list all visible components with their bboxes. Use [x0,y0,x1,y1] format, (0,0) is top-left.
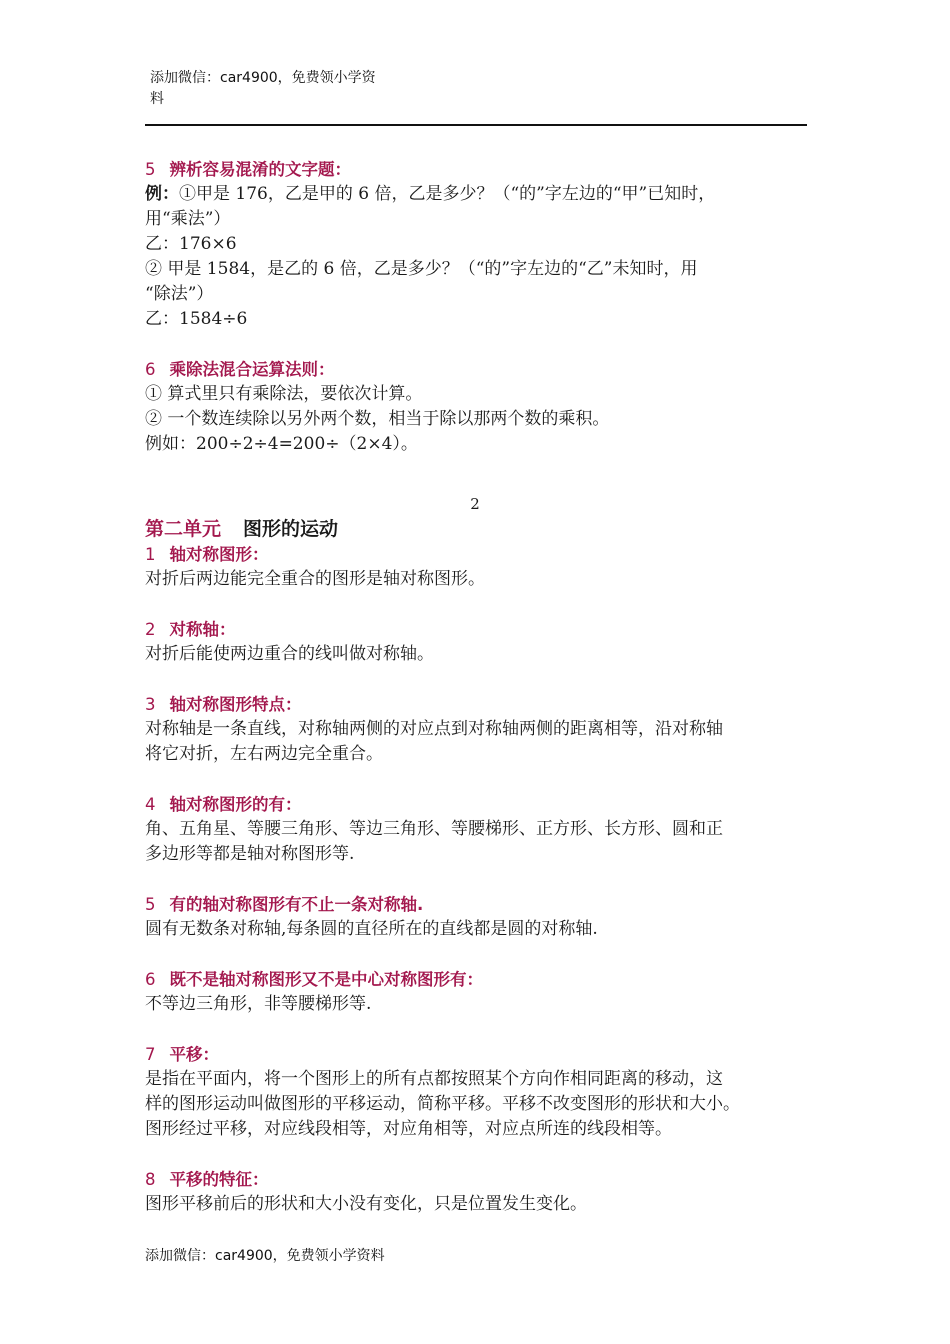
text-line: 对折后能使两边重合的线叫做对称轴。 [145,644,434,664]
section-number: 7 [145,1045,156,1064]
text-line: 不等边三角形，非等腰梯形等. [145,994,372,1014]
answer-line: 乙：176×6 [145,234,237,254]
example-label: 例： [145,184,179,204]
unit-name: 第二单元 [145,518,222,540]
unit-title: 图形的运动 [243,518,339,540]
section-heading [145,542,810,567]
section-heading [145,692,810,717]
text-line: 多边形等都是轴对称图形等. [145,844,355,864]
page-number: 2 [470,495,480,513]
answer-line: 乙：1584÷6 [145,309,248,329]
text-line: 对称轴是一条直线，对称轴两侧的对应点到对称轴两侧的距离相等，沿对称轴 [145,719,723,739]
section-heading [145,617,810,642]
section-title: 轴对称图形： [169,545,269,564]
section-title: 轴对称图形特点： [169,695,302,714]
text-line: 对折后两边能完全重合的图形是轴对称图形。 [145,569,485,589]
text-line: ② 甲是 1584，是乙的 6 倍，乙是多少？（“的”字左边的“乙”未知时，用 [145,259,698,279]
example-line: 例如：200÷2÷4=200÷（2×4）。 [145,434,418,454]
section-title: 轴对称图形的有： [169,795,302,814]
text-line: “除法”） [145,284,214,304]
footer-watermark: 添加微信：car4900，免费领小学资料 [145,1248,385,1264]
text-line: 将它对折，左右两边完全重合。 [145,744,383,764]
section-number: 2 [145,620,156,639]
rule-line: ① 算式里只有乘除法，要依次计算。 [145,384,423,404]
section-title: 既不是轴对称图形又不是中心对称图形有： [169,970,483,989]
header-rule [145,124,807,126]
header-watermark [150,68,400,110]
section-number: 5 [145,895,156,914]
section-heading [145,357,810,382]
example-text: ①甲是 176，乙是甲的 6 倍，乙是多少？（“的”字左边的“甲”已知时， [179,184,716,204]
section-title: 有的轴对称图形有不止一条对称轴. [169,895,424,914]
section-number: 6 [145,970,156,989]
text-line: 图形经过平移，对应线段相等，对应角相等，对应点所连的线段相等。 [145,1119,672,1139]
example-line [145,182,810,207]
text-line: 角、五角星、等腰三角形、等边三角形、等腰梯形、正方形、长方形、圆和正 [145,819,723,839]
section-number: 3 [145,695,156,714]
section-number: 1 [145,545,156,564]
unit-heading [145,517,810,542]
text-line: 用“乘法”） [145,209,231,229]
section-heading [145,1167,810,1192]
header-watermark-line2: 料 [150,91,164,107]
main-content [145,157,810,1217]
header-watermark-line1: 添加微信：car4900，免费领小学资 [150,70,376,86]
text-line: 样的图形运动叫做图形的平移运动，简称平移。平移不改变图形的形状和大小。 [145,1094,740,1114]
text-line: 图形平移前后的形状和大小没有变化，只是位置发生变化。 [145,1194,587,1214]
section-number: 4 [145,795,156,814]
section-title: 平移： [169,1045,219,1064]
section-number: 6 [145,360,156,379]
section-number: 8 [145,1170,156,1189]
text-line: 是指在平面内，将一个图形上的所有点都按照某个方向作相同距离的移动，这 [145,1069,723,1089]
section-number: 5 [145,160,156,179]
section-heading [145,892,810,917]
section-heading [145,1042,810,1067]
section-heading [145,157,810,182]
section-title: 平移的特征： [169,1170,269,1189]
section-title: 乘除法混合运算法则： [169,360,335,379]
section-heading [145,792,810,817]
rule-line: ② 一个数连续除以另外两个数，相当于除以那两个数的乘积。 [145,409,610,429]
section-heading [145,967,810,992]
text-line: 圆有无数条对称轴,每条圆的直径所在的直线都是圆的对称轴. [145,919,598,939]
unit-items [145,542,810,1217]
section-title: 对称轴： [169,620,236,639]
section-title: 辨析容易混淆的文字题： [169,160,351,179]
